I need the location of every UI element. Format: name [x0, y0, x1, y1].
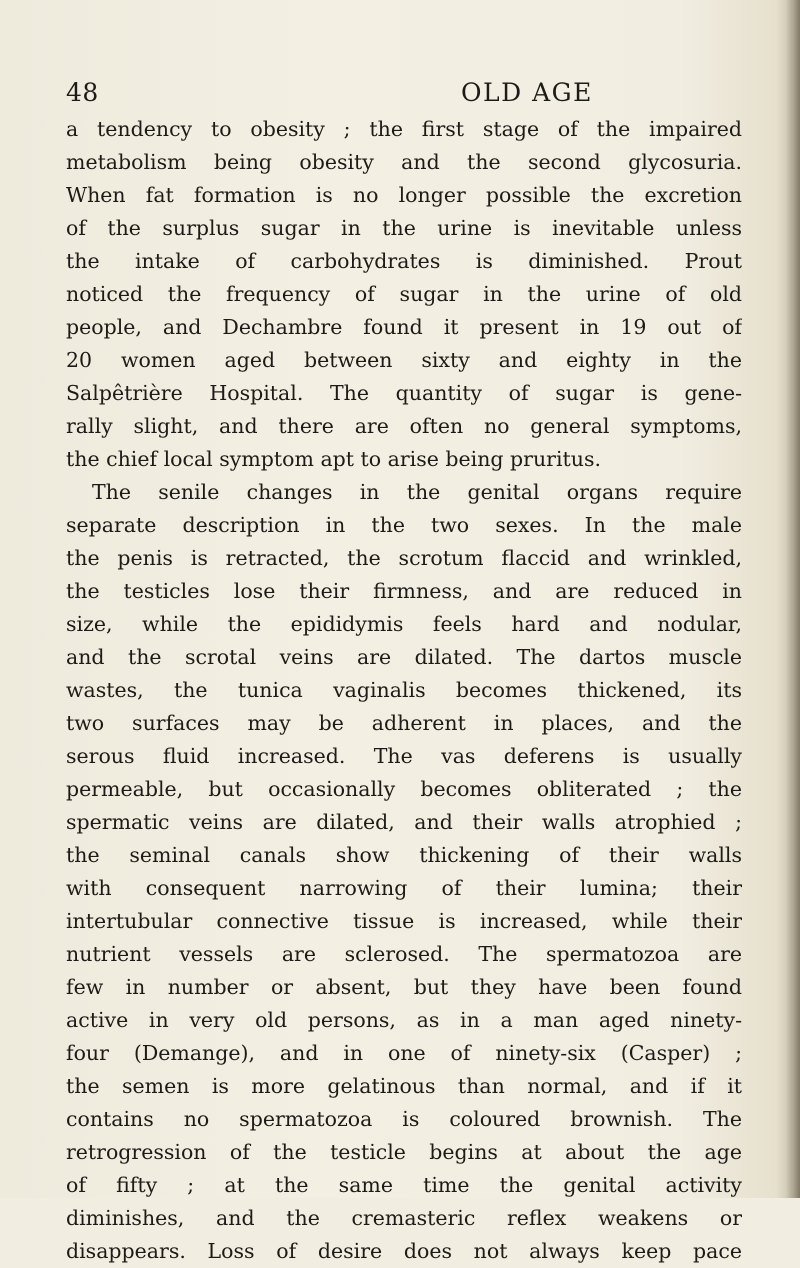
text-line: intertubular connective tissue is increased, while their — [66, 909, 742, 933]
text-line: rally slight, and there are often no general symptoms, — [66, 414, 742, 438]
page-header — [66, 78, 742, 114]
text-line: metabolism being obesity and the second glycosuria. — [66, 150, 742, 174]
text-line: separate description in the two sexes. In the male — [66, 513, 742, 537]
text-line: retrogression of the testicle begins at about the age — [66, 1140, 742, 1164]
text-line: the intake of carbohydrates is diminished. Prout — [66, 249, 742, 273]
text-line: two surfaces may be adherent in places, and the — [66, 711, 742, 735]
text-line: with consequent narrowing of their lumina; their — [66, 876, 742, 900]
text-line: diminishes, and the cremasteric reflex weakens or — [66, 1206, 742, 1230]
body-text — [66, 113, 742, 1268]
text-line: size, while the epididymis feels hard and nodular, — [66, 612, 742, 636]
text-line: active in very old persons, as in a man aged ninety- — [66, 1008, 742, 1032]
text-line: of the surplus sugar in the urine is inevitable unless — [66, 216, 742, 240]
text-line: few in number or absent, but they have been found — [66, 975, 742, 999]
text-line: nutrient vessels are sclerosed. The spermatozoa are — [66, 942, 742, 966]
text-line: spermatic veins are dilated, and their walls atrophied ; — [66, 810, 742, 834]
text-line: of fifty ; at the same time the genital activity — [66, 1173, 742, 1197]
text-line: and the scrotal veins are dilated. The dartos muscle — [66, 645, 742, 669]
text-line: serous fluid increased. The vas deferens is usually — [66, 744, 742, 768]
text-line: the testicles lose their firmness, and are reduced in — [66, 579, 742, 603]
text-line: a tendency to obesity ; the first stage of the impaired — [66, 117, 742, 141]
running-title: OLD AGE — [461, 78, 593, 107]
text-line: Salpêtrière Hospital. The quantity of sugar is gene- — [66, 381, 742, 405]
paragraph-start-line: The senile changes in the genital organs require — [92, 480, 742, 504]
text-line: four (Demange), and in one of ninety-six (Casper) ; — [66, 1041, 742, 1065]
text-line: 20 women aged between sixty and eighty in the — [66, 348, 742, 372]
paragraph-end-line: the chief local symptom apt to arise being pruritus. — [66, 447, 601, 471]
text-line: noticed the frequency of sugar in the urine of old — [66, 282, 742, 306]
text-line: the penis is retracted, the scrotum flaccid and wrinkled, — [66, 546, 742, 570]
page-edge-shadow — [786, 0, 800, 1198]
page-number: 48 — [66, 78, 99, 107]
text-line: the seminal canals show thickening of their walls — [66, 843, 742, 867]
text-line: wastes, the tunica vaginalis becomes thickened, its — [66, 678, 742, 702]
text-line: disappears. Loss of desire does not always keep pace — [66, 1239, 742, 1263]
text-line: When fat formation is no longer possible the excretion — [66, 183, 742, 207]
text-line: people, and Dechambre found it present in 19 out of — [66, 315, 742, 339]
text-line: contains no spermatozoa is coloured brownish. The — [66, 1107, 742, 1131]
text-line: the semen is more gelatinous than normal, and if it — [66, 1074, 742, 1098]
text-line: permeable, but occasionally becomes obliterated ; the — [66, 777, 742, 801]
